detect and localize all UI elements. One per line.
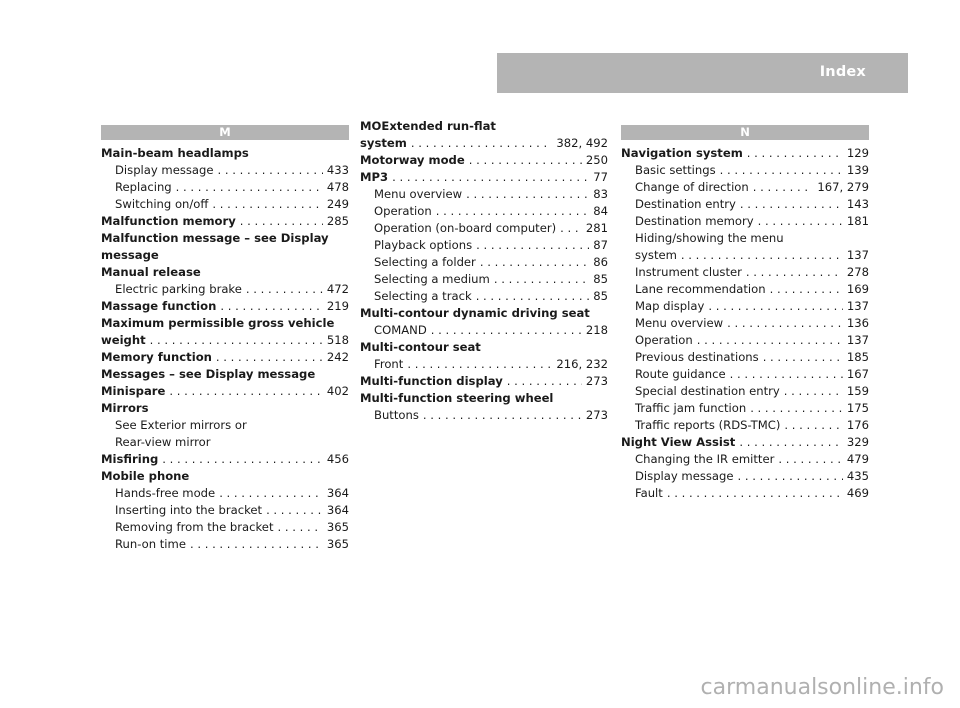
index-entry (360, 373, 608, 390)
page-number: 249 (326, 197, 349, 211)
page-number: 169 (846, 282, 869, 296)
index-subentry (621, 162, 869, 179)
index-entry (101, 264, 349, 281)
page-number: 83 (593, 187, 608, 201)
entry-term: Manual release (101, 265, 201, 279)
entry-term: Buttons (374, 408, 419, 422)
page-number: 402 (326, 384, 349, 398)
dot-leader (218, 162, 323, 179)
dot-leader (784, 383, 843, 400)
index-entry (621, 434, 869, 451)
index-column-m (101, 125, 349, 553)
page-number: 273 (585, 374, 608, 388)
entry-term: Display message (635, 469, 734, 483)
index-subentry (621, 213, 869, 230)
page-number: 129 (846, 146, 869, 160)
page-number: 273 (585, 408, 608, 422)
entry-term: Mobile phone (101, 469, 190, 483)
dot-leader (266, 502, 323, 519)
dot-leader (697, 332, 843, 349)
page-number: 433 (326, 163, 349, 177)
page-number: 136 (846, 316, 869, 330)
index-subentry (360, 254, 608, 271)
index-subentry (621, 366, 869, 383)
index-subentry (101, 485, 349, 502)
page-number: 250 (585, 153, 608, 167)
entry-term: See Exterior mirrors or (115, 418, 247, 432)
page-number: 85 (593, 272, 608, 286)
entry-term: Mirrors (101, 401, 149, 415)
page-number: 143 (846, 197, 869, 211)
entry-term: Inserting into the bracket (115, 503, 263, 517)
page-number: 242 (326, 350, 349, 364)
entry-term: Multi-function display (360, 374, 503, 388)
entry-term: Map display (635, 299, 705, 313)
dot-leader (720, 162, 843, 179)
index-entry (101, 315, 349, 332)
entry-term: Maximum permissible gross vehicle (101, 316, 335, 330)
entry-term: Fault (635, 486, 663, 500)
dot-leader (747, 145, 843, 162)
watermark-text: carmanualsonline.info (700, 675, 944, 700)
entry-term: Multi-contour seat (360, 340, 481, 354)
index-subentry (360, 407, 608, 424)
entry-term: Replacing (115, 180, 172, 194)
entry-term: Operation (374, 204, 432, 218)
index-subentry (101, 417, 349, 434)
page-number: 216, 232 (556, 357, 608, 371)
dot-leader (411, 135, 553, 152)
entry-term: system (360, 136, 407, 150)
index-subentry (360, 186, 608, 203)
dot-leader (431, 322, 582, 339)
index-subentry (621, 196, 869, 213)
dot-leader (469, 152, 582, 169)
dot-leader (480, 254, 589, 271)
dot-leader (220, 298, 323, 315)
index-entry (360, 390, 608, 407)
entry-term: Removing from the bracket (115, 520, 274, 534)
dot-leader (763, 349, 843, 366)
page-number: 185 (846, 350, 869, 364)
entry-term: Selecting a medium (374, 272, 490, 286)
dot-leader (476, 237, 589, 254)
page-number: 139 (846, 163, 869, 177)
dot-leader (162, 451, 323, 468)
page-number: 364 (326, 486, 349, 500)
page-number: 518 (326, 333, 349, 347)
entry-term: Selecting a folder (374, 255, 476, 269)
index-subentry (621, 485, 869, 502)
page-number: 137 (846, 333, 869, 347)
page-title: Index (819, 64, 866, 80)
page-number: 329 (846, 435, 869, 449)
index-subentry (101, 281, 349, 298)
dot-leader (190, 536, 323, 553)
page-number: 278 (846, 265, 869, 279)
dot-leader (740, 196, 843, 213)
entry-term: Messages – see Display message (101, 367, 316, 381)
index-entry (101, 468, 349, 485)
index-entry (360, 152, 608, 169)
index-subentry (621, 468, 869, 485)
dot-leader (784, 417, 843, 434)
entry-term: Changing the IR emitter (635, 452, 775, 466)
page-number: 479 (846, 452, 869, 466)
index-column-n (621, 125, 869, 502)
page-number: 87 (593, 238, 608, 252)
entry-term: Destination memory (635, 214, 754, 228)
dot-leader (758, 213, 843, 230)
entry-term: COMAND (374, 323, 427, 337)
index-subentry (621, 298, 869, 315)
index-subentry (360, 288, 608, 305)
index-subentry (101, 179, 349, 196)
index-subentry (360, 356, 608, 373)
page-number: 219 (326, 299, 349, 313)
entry-term: Instrument cluster (635, 265, 742, 279)
dot-leader (476, 288, 590, 305)
index-subentry (621, 264, 869, 281)
page-number: 137 (846, 248, 869, 262)
entry-term: Minispare (101, 384, 166, 398)
entry-term: Operation (on-board computer) (374, 221, 557, 235)
index-subentry (101, 162, 349, 179)
dot-leader (560, 220, 582, 237)
entry-term: Route guidance (635, 367, 726, 381)
entry-term: Traffic reports (RDS-TMC) (635, 418, 781, 432)
dot-leader (407, 356, 552, 373)
index-entry (101, 383, 349, 400)
dot-leader (212, 196, 322, 213)
index-subentry (101, 434, 349, 451)
index-entry (360, 305, 608, 322)
dot-leader (708, 298, 843, 315)
entry-term: Playback options (374, 238, 473, 252)
entry-term: Operation (635, 333, 693, 347)
dot-leader (278, 519, 323, 536)
index-entry (101, 247, 349, 264)
page-number: 175 (846, 401, 869, 415)
page-number: 365 (326, 520, 349, 534)
index-subentry (621, 451, 869, 468)
index-subentry (101, 502, 349, 519)
entry-term: Hiding/showing the menu (635, 231, 784, 245)
section-header: M (101, 125, 349, 140)
entry-term: Selecting a track (374, 289, 472, 303)
page-number: 478 (326, 180, 349, 194)
page-number: 435 (846, 469, 869, 483)
page-number: 456 (326, 452, 349, 466)
entry-term: Basic settings (635, 163, 716, 177)
dot-leader (392, 169, 589, 186)
entry-term: Switching on/off (115, 197, 209, 211)
entry-term: Memory function (101, 350, 212, 364)
index-subentry (621, 332, 869, 349)
index-entry (101, 332, 349, 349)
entry-term: Display message (115, 163, 214, 177)
index-entry (360, 339, 608, 356)
dot-leader (778, 451, 842, 468)
index-subentry (101, 196, 349, 213)
page-header-bar (497, 53, 908, 93)
entry-term: Lane recommendation (635, 282, 766, 296)
entry-term: Previous destinations (635, 350, 759, 364)
index-column-m-continued (360, 118, 608, 424)
dot-leader (770, 281, 843, 298)
entry-term: system (635, 248, 677, 262)
page-number: 469 (846, 486, 869, 500)
index-entry (101, 298, 349, 315)
entry-term: Front (374, 357, 404, 371)
dot-leader (753, 179, 814, 196)
index-entry (621, 145, 869, 162)
index-entry (101, 230, 349, 247)
entry-term: Traffic jam function (635, 401, 747, 415)
entry-term: Special destination entry (635, 384, 780, 398)
entry-term: Malfunction memory (101, 214, 236, 228)
entry-term: Electric parking brake (115, 282, 242, 296)
index-subentry (621, 349, 869, 366)
index-subentry (621, 383, 869, 400)
entry-term: Menu overview (635, 316, 724, 330)
index-subentry (621, 315, 869, 332)
dot-leader (246, 281, 323, 298)
dot-leader (436, 203, 590, 220)
entry-term: Misfiring (101, 452, 159, 466)
index-subentry (360, 220, 608, 237)
entry-term: Night View Assist (621, 435, 736, 449)
dot-leader (727, 315, 843, 332)
page-number: 365 (326, 537, 349, 551)
index-subentry (101, 536, 349, 553)
page-number: 472 (326, 282, 349, 296)
entry-term: Rear-view mirror (115, 435, 211, 449)
page-number: 167, 279 (817, 180, 869, 194)
index-subentry (621, 247, 869, 264)
page-number: 218 (585, 323, 608, 337)
page-number: 382, 492 (556, 136, 608, 150)
entry-term: Multi-contour dynamic driving seat (360, 306, 590, 320)
entry-term: Malfunction message – see Display (101, 231, 329, 245)
index-subentry (621, 230, 869, 247)
dot-leader (507, 373, 582, 390)
entry-term: message (101, 248, 159, 262)
entry-term: MOExtended run-flat (360, 119, 496, 133)
index-entry (101, 451, 349, 468)
entry-term: Multi-function steering wheel (360, 391, 554, 405)
page-number: 364 (326, 503, 349, 517)
entry-term: Hands-free mode (115, 486, 216, 500)
index-subentry (621, 281, 869, 298)
dot-leader (466, 186, 589, 203)
entry-term: Motorway mode (360, 153, 465, 167)
section-header: N (621, 125, 869, 140)
index-subentry (360, 271, 608, 288)
page-number: 176 (846, 418, 869, 432)
entry-term: Main-beam headlamps (101, 146, 249, 160)
dot-leader (176, 179, 323, 196)
index-subentry (621, 400, 869, 417)
dot-leader (216, 349, 323, 366)
dot-leader (494, 271, 589, 288)
page-number: 77 (593, 170, 608, 184)
index-entry (360, 118, 608, 135)
dot-leader (423, 407, 582, 424)
dot-leader (240, 213, 323, 230)
index-subentry (621, 179, 869, 196)
index-entry (101, 145, 349, 162)
index-subentry (101, 519, 349, 536)
page-number: 285 (326, 214, 349, 228)
page-number: 85 (593, 289, 608, 303)
entry-term: MP3 (360, 170, 389, 184)
dot-leader (730, 366, 843, 383)
index-subentry (621, 417, 869, 434)
index-subentry (360, 203, 608, 220)
page-number: 137 (846, 299, 869, 313)
index-entry (101, 349, 349, 366)
entry-term: Massage function (101, 299, 217, 313)
entry-term: Run-on time (115, 537, 186, 551)
index-entry (101, 213, 349, 230)
index-subentry (360, 322, 608, 339)
page-number: 281 (585, 221, 608, 235)
page-number: 159 (846, 384, 869, 398)
page-number: 84 (593, 204, 608, 218)
dot-leader (169, 383, 323, 400)
dot-leader (738, 468, 843, 485)
entry-term: Menu overview (374, 187, 463, 201)
index-entry (101, 400, 349, 417)
dot-leader (681, 247, 843, 264)
index-entry (360, 135, 608, 152)
entry-term: Change of direction (635, 180, 749, 194)
page-number: 86 (593, 255, 608, 269)
page-number: 181 (846, 214, 869, 228)
dot-leader (746, 264, 843, 281)
dot-leader (219, 485, 323, 502)
dot-leader (750, 400, 843, 417)
entry-term: Destination entry (635, 197, 736, 211)
dot-leader (150, 332, 323, 349)
index-subentry (360, 237, 608, 254)
page-number: 167 (846, 367, 869, 381)
dot-leader (739, 434, 843, 451)
entry-term: Navigation system (621, 146, 743, 160)
index-entry (101, 366, 349, 383)
index-entry (360, 169, 608, 186)
entry-term: weight (101, 333, 146, 347)
dot-leader (667, 485, 843, 502)
